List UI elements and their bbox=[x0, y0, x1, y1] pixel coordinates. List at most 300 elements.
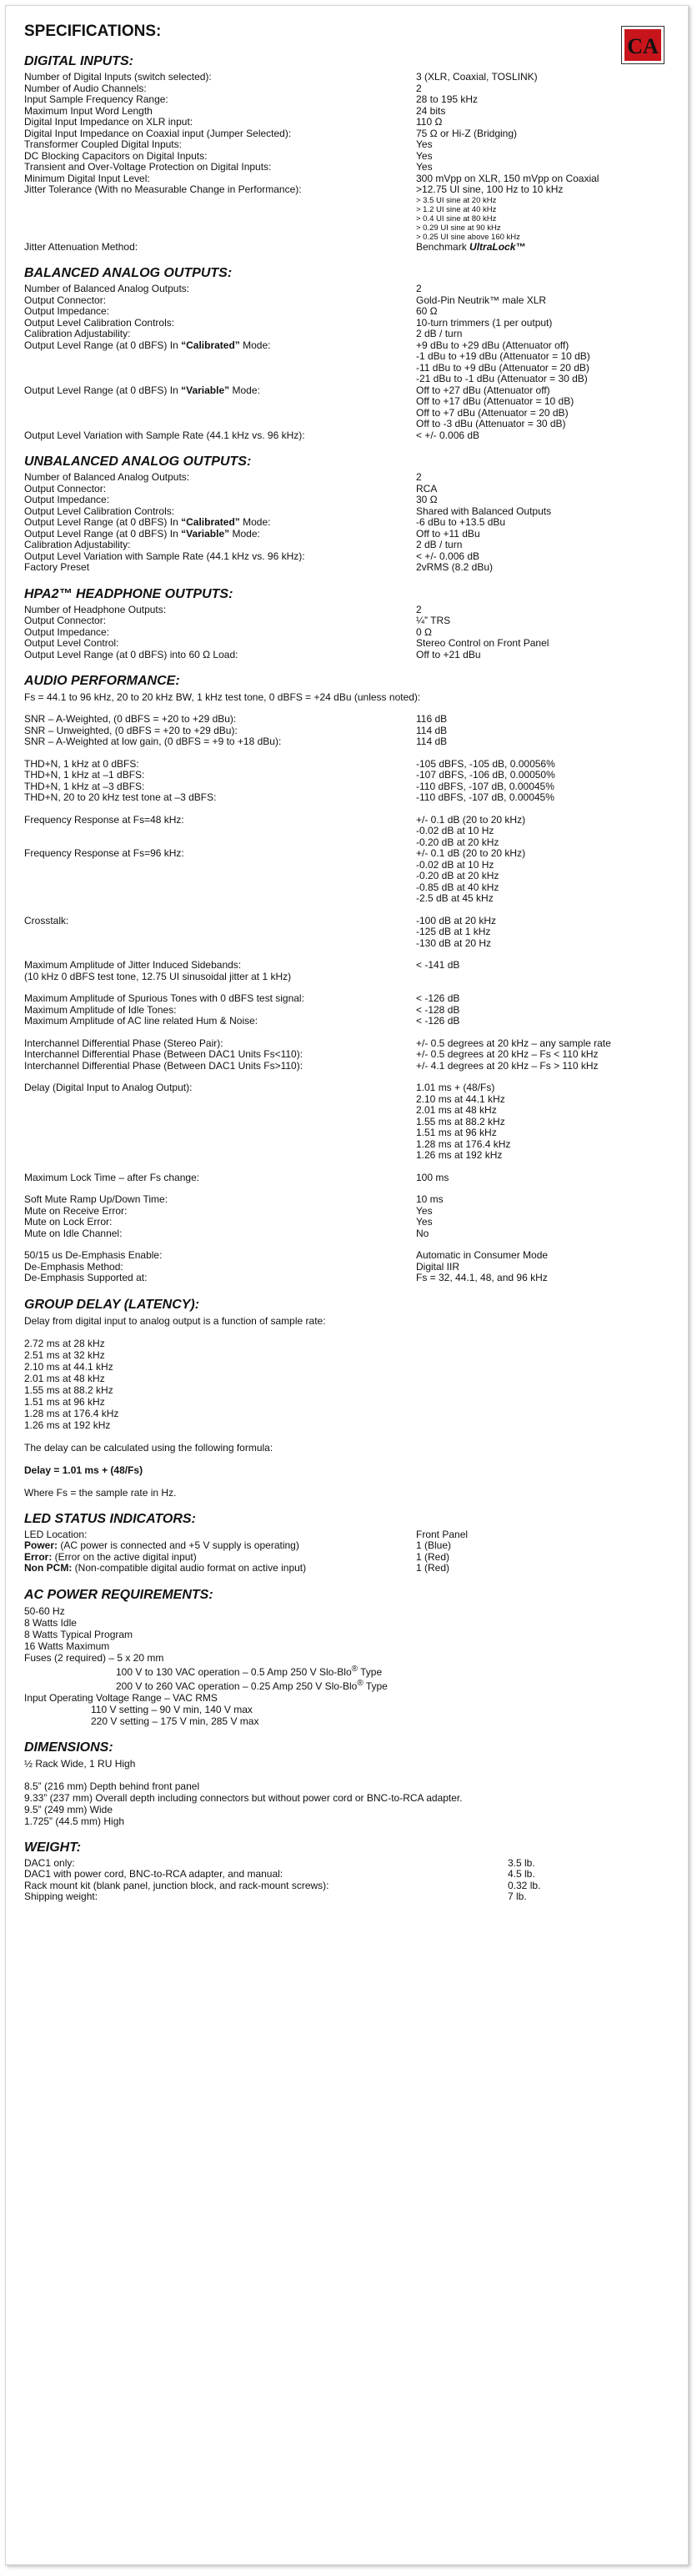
range-line: 220 V setting – 175 V min, 285 V max bbox=[91, 1715, 259, 1727]
spec-value: 10-turn trimmers (1 per output) bbox=[416, 316, 553, 329]
spec-value: < -128 dB bbox=[416, 1003, 460, 1016]
spec-value bbox=[416, 815, 669, 849]
value-line: -0.20 dB at 20 kHz bbox=[416, 836, 499, 848]
spec-value: RCA bbox=[416, 482, 438, 495]
spec-row bbox=[24, 1250, 669, 1262]
delay-formula: Delay = 1.01 ms + (48/Fs) bbox=[24, 1464, 143, 1476]
spec-row bbox=[24, 562, 669, 574]
digital-inputs-heading: DIGITAL INPUTS: bbox=[24, 54, 133, 68]
spec-value: < -126 dB bbox=[416, 1015, 460, 1027]
spec-value: 75 Ω or Hi-Z (Bridging) bbox=[416, 127, 518, 139]
spec-label: SNR – A-Weighted, (0 dBFS = +20 to +29 dBu): bbox=[24, 713, 237, 725]
led-desc: (Non-compatible digital audio format on active input) bbox=[72, 1562, 307, 1574]
spec-row bbox=[24, 781, 669, 793]
spec-row bbox=[24, 1194, 669, 1206]
spec-label: Output Level Calibration Controls: bbox=[24, 316, 175, 329]
spec-label: SNR – Unweighted, (0 dBFS = +20 to +29 dBu): bbox=[24, 724, 238, 736]
spec-value: >12.75 UI sine, 100 Hz to 10 kHz bbox=[416, 183, 564, 195]
spec-row bbox=[24, 1049, 669, 1061]
spec-value: 300 mVpp on XLR, 150 mVpp on Coaxial bbox=[416, 172, 599, 184]
dimension-lines bbox=[24, 1780, 669, 1827]
spec-value: 3 (XLR, Coaxial, TOSLINK) bbox=[416, 71, 538, 83]
spec-label: Mute on Receive Error: bbox=[24, 1204, 128, 1217]
spec-label: Output Level Variation with Sample Rate (44.1 kHz vs. 96 kHz): bbox=[24, 429, 305, 441]
spec-page bbox=[5, 5, 689, 2565]
group-delay-intro: Delay from digital input to analog output is a function of sample rate: bbox=[24, 1314, 326, 1327]
spec-label: Calibration Adjustability: bbox=[24, 328, 131, 339]
spec-value: Off to +21 dBu bbox=[416, 648, 481, 660]
spec-value: < +/- 0.006 dB bbox=[416, 429, 480, 441]
spec-label: De-Emphasis Method: bbox=[24, 1260, 123, 1273]
ac-line: Fuses (2 required) – 5 x 20 mm bbox=[24, 1651, 164, 1664]
group-delay-line: 1.51 ms at 96 kHz bbox=[24, 1395, 105, 1408]
spec-row bbox=[24, 306, 669, 318]
value-line: -0.85 dB at 40 kHz bbox=[416, 881, 499, 893]
value-line: -100 dB at 20 kHz bbox=[416, 914, 497, 926]
spec-row bbox=[24, 329, 669, 340]
spec-label: Output Impedance: bbox=[24, 305, 110, 317]
value-line: -0.20 dB at 20 kHz bbox=[416, 870, 499, 881]
group-delay-line: 1.28 ms at 176.4 kHz bbox=[24, 1407, 119, 1419]
led-value: 1 (Red) bbox=[416, 1562, 450, 1574]
spec-row bbox=[24, 128, 669, 140]
spec-value: Front Panel bbox=[416, 1528, 469, 1540]
value-line: -0.02 dB at 10 Hz bbox=[416, 858, 494, 871]
spec-label: Transformer Coupled Digital Inputs: bbox=[24, 138, 182, 150]
spec-value bbox=[416, 916, 669, 950]
led-rows bbox=[24, 1540, 669, 1574]
spec-value: Yes bbox=[416, 138, 433, 150]
spec-label: Digital Input Impedance on Coaxial input (Jumper Selected): bbox=[24, 127, 292, 139]
range-line: 110 V setting – 90 V min, 140 V max bbox=[91, 1703, 253, 1715]
spec-row bbox=[24, 1273, 669, 1284]
spec-value: 2 dB / turn bbox=[416, 328, 463, 339]
spec-label: LED Location: bbox=[24, 1528, 88, 1540]
spec-value: No bbox=[416, 1227, 429, 1239]
spec-value: -105 dBFS, -105 dB, 0.00056% bbox=[416, 757, 555, 770]
spec-value: 2 bbox=[416, 82, 422, 94]
spec-row bbox=[24, 495, 669, 506]
spec-row bbox=[24, 1869, 669, 1881]
value-line: +/- 0.1 dB (20 to 20 kHz) bbox=[416, 813, 526, 826]
spec-row bbox=[24, 792, 669, 804]
spec-label: Output Level Range (at 0 dBFS) In “Variable” Mode: bbox=[24, 527, 260, 540]
spec-label: Output Connector: bbox=[24, 294, 107, 306]
spec-label: Output Level Control: bbox=[24, 637, 119, 649]
value-line: Off to +27 dBu (Attenuator off) bbox=[416, 384, 550, 396]
value-line: -21 dBu to -1 dBu (Attenuator = 30 dB) bbox=[416, 373, 588, 384]
spec-label: Output Connector: bbox=[24, 615, 107, 626]
spec-value: +/- 4.1 degrees at 20 kHz – Fs > 110 kHz bbox=[416, 1059, 599, 1072]
spec-label: Number of Balanced Analog Outputs: bbox=[24, 471, 190, 483]
digital-inputs-rows bbox=[24, 72, 669, 196]
spec-row bbox=[24, 1881, 669, 1892]
spec-label: DC Blocking Capacitors on Digital Inputs: bbox=[24, 149, 208, 162]
spec-label: Number of Balanced Analog Outputs: bbox=[24, 283, 190, 294]
spec-label: Output Impedance: bbox=[24, 625, 110, 638]
spec-row bbox=[24, 1529, 669, 1541]
weight-heading: WEIGHT: bbox=[24, 1840, 82, 1855]
led-indicators-heading: LED STATUS INDICATORS: bbox=[24, 1511, 196, 1526]
spec-label: THD+N, 20 to 20 kHz test tone at –3 dBFS: bbox=[24, 791, 217, 803]
value-line: Off to +7 dBu (Attenuator = 20 dB) bbox=[416, 406, 569, 419]
fuse-lines bbox=[24, 1664, 669, 1692]
spec-value: 2 bbox=[416, 283, 422, 294]
spurious-rows bbox=[24, 993, 669, 1027]
spec-row bbox=[24, 472, 669, 484]
spec-label: De-Emphasis Supported at: bbox=[24, 1272, 148, 1283]
spec-label: Output Connector: bbox=[24, 482, 107, 495]
led-label bbox=[24, 1540, 416, 1552]
spec-row bbox=[24, 615, 669, 627]
deemphasis-rows bbox=[24, 1250, 669, 1284]
group-delay-values bbox=[24, 1338, 669, 1431]
spec-value: Automatic in Consumer Mode bbox=[416, 1249, 549, 1261]
spec-row bbox=[24, 385, 669, 430]
spec-label: Number of Digital Inputs (switch selected): bbox=[24, 71, 212, 83]
spec-row bbox=[24, 714, 669, 726]
led-value: 1 (Blue) bbox=[416, 1539, 452, 1551]
value-line: -0.02 dB at 10 Hz bbox=[416, 825, 494, 836]
led-row bbox=[24, 1563, 669, 1574]
spec-label: Crosstalk: bbox=[24, 914, 69, 926]
spec-row bbox=[24, 540, 669, 551]
spec-row bbox=[24, 506, 669, 518]
spec-value: -110 dBFS, -107 dB, 0.00045% bbox=[416, 780, 554, 792]
unbalanced-outputs-rows bbox=[24, 472, 669, 517]
spec-label: Output Level Range (at 0 dBFS) In “Calibrated” Mode: bbox=[24, 516, 271, 528]
spec-value: Yes bbox=[416, 149, 433, 162]
led-desc: (Error on the active digital input) bbox=[52, 1550, 197, 1563]
spec-value: Benchmark UltraLock™ bbox=[416, 240, 526, 253]
led-label bbox=[24, 1552, 416, 1564]
spec-label: Frequency Response at Fs=48 kHz: bbox=[24, 813, 184, 826]
spec-row bbox=[24, 1217, 669, 1228]
spec-value: 2 bbox=[416, 603, 422, 615]
spec-row bbox=[24, 242, 669, 254]
thd-rows bbox=[24, 759, 669, 804]
spec-row bbox=[24, 726, 669, 737]
spec-value: 4.5 lb. bbox=[508, 1868, 535, 1880]
spec-value: 60 Ω bbox=[416, 305, 438, 317]
ac-power-heading: AC POWER REQUIREMENTS: bbox=[24, 1587, 213, 1602]
led-term: Non PCM: bbox=[24, 1562, 73, 1574]
spec-label: Input Sample Frequency Range: bbox=[24, 93, 168, 105]
spec-row bbox=[24, 430, 669, 442]
spec-row bbox=[24, 1016, 669, 1027]
spec-row bbox=[24, 139, 669, 151]
value-line: -11 dBu to +9 dBu (Attenuator = 20 dB) bbox=[416, 361, 589, 374]
value-line: +9 dBu to +29 dBu (Attenuator off) bbox=[416, 339, 569, 351]
spec-value: 2 dB / turn bbox=[416, 539, 463, 550]
spec-label: Output Level Range (at 0 dBFS) In “Calibrated” Mode: bbox=[24, 339, 271, 351]
spec-value: 10 ms bbox=[416, 1193, 444, 1205]
spec-label: Output Level Calibration Controls: bbox=[24, 505, 175, 517]
spec-row bbox=[24, 295, 669, 307]
led-term: Power: bbox=[24, 1539, 58, 1551]
jitter-detail-line: > 0.29 UI sine at 90 kHz bbox=[416, 223, 501, 233]
value-line: -1 dBu to +19 dBu (Attenuator = 10 dB) bbox=[416, 350, 590, 362]
spec-value: 28 to 195 kHz bbox=[416, 93, 479, 105]
spec-value: Stereo Control on Front Panel bbox=[416, 637, 549, 649]
spec-row bbox=[24, 151, 669, 163]
unbalanced-outputs-rows-2 bbox=[24, 540, 669, 574]
spec-value: Off to +11 dBu bbox=[416, 527, 480, 540]
spec-label: Number of Headphone Outputs: bbox=[24, 603, 167, 615]
spec-label: Maximum Amplitude of Jitter Induced Sidebands: (10 kHz 0 dBFS test tone, 12.75 UI sinusoidal jitter at 1 kHz) bbox=[24, 959, 292, 982]
spec-row bbox=[24, 551, 669, 563]
spec-row bbox=[24, 1228, 669, 1240]
jitter-tolerance-details bbox=[416, 196, 669, 242]
spec-value: Yes bbox=[416, 1204, 433, 1217]
spec-row bbox=[24, 605, 669, 616]
page-title: SPECIFICATIONS: bbox=[24, 23, 162, 40]
spec-row bbox=[24, 770, 669, 781]
spec-value: Yes bbox=[416, 161, 433, 173]
spec-row bbox=[24, 1061, 669, 1072]
dimension-line: 1.725” (44.5 mm) High bbox=[24, 1815, 125, 1827]
value-line: 2.10 ms at 44.1 kHz bbox=[416, 1092, 505, 1105]
balanced-outputs-heading: BALANCED ANALOG OUTPUTS: bbox=[24, 266, 233, 280]
spec-label: Interchannel Differential Phase (Between DAC1 Units Fs<110): bbox=[24, 1048, 303, 1060]
formula-intro: The delay can be calculated using the following formula: bbox=[24, 1441, 273, 1454]
value-line: -130 dB at 20 Hz bbox=[416, 936, 492, 949]
spec-row bbox=[24, 1082, 669, 1162]
jitter-detail-line: > 0.25 UI sine above 160 kHz bbox=[416, 232, 520, 242]
led-row bbox=[24, 1540, 669, 1552]
spec-value: 114 dB bbox=[416, 724, 448, 736]
spec-label: SNR – A-Weighted at low gain, (0 dBFS = +9 to +18 dBu): bbox=[24, 736, 282, 747]
voltage-range-label: Input Operating Voltage Range – VAC RMS bbox=[24, 1691, 218, 1704]
group-delay-line: 1.55 ms at 88.2 kHz bbox=[24, 1383, 113, 1396]
spec-label: Interchannel Differential Phase (Between DAC1 Units Fs>110): bbox=[24, 1059, 303, 1072]
spec-row bbox=[24, 993, 669, 1005]
spec-row bbox=[24, 1262, 669, 1273]
rack-size: ½ Rack Wide, 1 RU High bbox=[24, 1757, 136, 1770]
spec-label: DAC1 only: bbox=[24, 1856, 75, 1869]
value-line: 2.01 ms at 48 kHz bbox=[416, 1104, 497, 1116]
spec-label: Maximum Amplitude of Spurious Tones with 0 dBFS test signal: bbox=[24, 992, 304, 1004]
spec-value bbox=[416, 1082, 669, 1162]
spec-label: Mute on Lock Error: bbox=[24, 1216, 113, 1228]
audio-performance-heading: AUDIO PERFORMANCE: bbox=[24, 674, 180, 688]
spec-value: 0.32 lb. bbox=[508, 1879, 541, 1891]
spec-value: 2vRMS (8.2 dBu) bbox=[416, 561, 494, 573]
spec-row bbox=[24, 759, 669, 771]
spec-row bbox=[24, 650, 669, 661]
value-line: Off to +17 dBu (Attenuator = 10 dB) bbox=[416, 395, 574, 407]
spec-value: Yes bbox=[416, 1216, 433, 1228]
spec-row bbox=[24, 1206, 669, 1218]
spec-label: Rack mount kit (blank panel, junction block, and rack-mount screws): bbox=[24, 1879, 329, 1891]
spec-row bbox=[24, 318, 669, 329]
voltage-range-lines bbox=[24, 1704, 669, 1727]
headphone-outputs-heading: HPA2™ HEADPHONE OUTPUTS: bbox=[24, 586, 233, 601]
spec-label: Output Level Variation with Sample Rate (44.1 kHz vs. 96 kHz): bbox=[24, 550, 305, 562]
spec-value: Digital IIR bbox=[416, 1260, 460, 1273]
spec-row bbox=[24, 848, 669, 905]
spec-row bbox=[24, 1173, 669, 1184]
spec-value: < -126 dB bbox=[416, 992, 460, 1004]
led-desc: (AC power is connected and +5 V supply is operating) bbox=[58, 1539, 299, 1551]
spec-value: 100 ms bbox=[416, 1171, 449, 1183]
group-delay-heading: GROUP DELAY (LATENCY): bbox=[24, 1297, 200, 1312]
spec-label: Interchannel Differential Phase (Stereo Pair): bbox=[24, 1037, 223, 1049]
spec-label: Minimum Digital Input Level: bbox=[24, 172, 150, 184]
spec-label: 50/15 us De-Emphasis Enable: bbox=[24, 1249, 163, 1261]
spec-label: Transient and Over-Voltage Protection on Digital Inputs: bbox=[24, 161, 272, 173]
fuse-line: 100 V to 130 VAC operation – 0.5 Amp 250 V Slo-Blo® Type bbox=[116, 1664, 383, 1678]
spec-row bbox=[24, 184, 669, 196]
ac-line: 50-60 Hz bbox=[24, 1604, 65, 1617]
group-delay-line: 2.51 ms at 32 kHz bbox=[24, 1348, 105, 1361]
spec-row bbox=[24, 916, 669, 950]
spec-value: 30 Ω bbox=[416, 494, 438, 505]
jitter-detail-line: > 1.2 UI sine at 40 kHz bbox=[416, 204, 497, 214]
spec-row bbox=[24, 638, 669, 650]
spec-value: ¼” TRS bbox=[416, 615, 451, 626]
svg-text:CA: CA bbox=[627, 34, 659, 58]
spec-row bbox=[24, 162, 669, 173]
mute-rows bbox=[24, 1194, 669, 1239]
ac-power-lines bbox=[24, 1605, 669, 1664]
spec-label: Digital Input Impedance on XLR input: bbox=[24, 116, 193, 128]
spec-row bbox=[24, 94, 669, 106]
spec-label: Maximum Amplitude of Idle Tones: bbox=[24, 1003, 177, 1016]
fuse-line: 200 V to 260 VAC operation – 0.25 Amp 250 V Slo-Blo® Type bbox=[116, 1678, 388, 1692]
led-value: 1 (Red) bbox=[416, 1550, 450, 1563]
spec-row bbox=[24, 106, 669, 118]
spec-value bbox=[416, 340, 669, 385]
spec-row bbox=[24, 1891, 669, 1903]
spec-row bbox=[24, 83, 669, 95]
snr-rows bbox=[24, 714, 669, 748]
ac-line: 8 Watts Typical Program bbox=[24, 1628, 133, 1640]
unbalanced-outputs-heading: UNBALANCED ANALOG OUTPUTS: bbox=[24, 454, 252, 469]
spec-value bbox=[416, 385, 669, 430]
jitter-detail-line: > 3.5 UI sine at 20 kHz bbox=[416, 195, 497, 205]
spec-row bbox=[24, 960, 669, 982]
spec-row bbox=[24, 117, 669, 128]
led-row bbox=[24, 1552, 669, 1564]
spec-row bbox=[24, 284, 669, 295]
spec-value: 114 dB bbox=[416, 736, 448, 747]
spec-label: Mute on Idle Channel: bbox=[24, 1227, 123, 1239]
spec-value: Gold-Pin Neutrik™ male XLR bbox=[416, 294, 547, 306]
spec-label: Output Impedance: bbox=[24, 494, 110, 505]
spec-row bbox=[24, 517, 669, 529]
spec-label: Soft Mute Ramp Up/Down Time: bbox=[24, 1193, 168, 1205]
group-delay-line: 1.26 ms at 192 kHz bbox=[24, 1419, 111, 1431]
ac-line: 8 Watts Idle bbox=[24, 1616, 77, 1629]
spec-row bbox=[24, 196, 669, 242]
value-line: +/- 0.1 dB (20 to 20 kHz) bbox=[416, 847, 526, 859]
group-delay-line: 2.72 ms at 28 kHz bbox=[24, 1337, 105, 1349]
spec-value: -6 dBu to +13.5 dBu bbox=[416, 516, 506, 528]
spec-label: Maximum Lock Time – after Fs change: bbox=[24, 1171, 200, 1183]
spec-row bbox=[24, 529, 669, 540]
led-term: Error: bbox=[24, 1550, 53, 1563]
value-line: 1.01 ms + (48/Fs) bbox=[416, 1082, 495, 1093]
spec-row bbox=[24, 736, 669, 748]
spec-row bbox=[24, 72, 669, 83]
spec-value: 7 lb. bbox=[508, 1891, 527, 1902]
spec-label: Jitter Tolerance (With no Measurable Change in Performance): bbox=[24, 183, 302, 195]
spec-label: THD+N, 1 kHz at –1 dBFS: bbox=[24, 769, 145, 781]
group-delay-line: 2.10 ms at 44.1 kHz bbox=[24, 1360, 113, 1373]
spec-value: < +/- 0.006 dB bbox=[416, 550, 480, 562]
spec-label: Calibration Adjustability: bbox=[24, 539, 131, 550]
spec-row bbox=[24, 340, 669, 385]
value-line: 1.55 ms at 88.2 kHz bbox=[416, 1115, 505, 1127]
balanced-outputs-rows bbox=[24, 284, 669, 340]
spec-value: 116 dB bbox=[416, 713, 448, 725]
spec-label: Factory Preset bbox=[24, 561, 90, 573]
spec-label: DAC1 with power cord, BNC-to-RCA adapter, and manual: bbox=[24, 1868, 283, 1880]
spec-value: -110 dBFS, -107 dB, 0.00045% bbox=[416, 791, 554, 803]
phase-rows bbox=[24, 1038, 669, 1072]
spec-label: Delay (Digital Input to Analog Output): bbox=[24, 1082, 193, 1093]
spec-label: Output Level Range (at 0 dBFS) In “Variable” Mode: bbox=[24, 384, 260, 396]
spec-value: Fs = 32, 44.1, 48, and 96 kHz bbox=[416, 1272, 548, 1283]
led-label bbox=[24, 1563, 416, 1574]
group-delay-line: 2.01 ms at 48 kHz bbox=[24, 1372, 105, 1384]
spec-label: Maximum Input Word Length bbox=[24, 104, 153, 117]
spec-row bbox=[24, 627, 669, 639]
spec-value: 3.5 lb. bbox=[508, 1856, 535, 1869]
spec-row bbox=[24, 173, 669, 185]
value-line: -2.5 dB at 45 kHz bbox=[416, 892, 494, 904]
value-line: -125 dB at 1 kHz bbox=[416, 926, 491, 937]
ac-line: 16 Watts Maximum bbox=[24, 1640, 110, 1652]
spec-row bbox=[24, 1858, 669, 1870]
jitter-detail-line: > 0.4 UI sine at 80 kHz bbox=[416, 213, 497, 223]
audio-performance-intro: Fs = 44.1 to 96 kHz, 20 to 20 kHz BW, 1 kHz test tone, 0 dBFS = +24 dBu (unless noted): bbox=[24, 691, 421, 703]
spec-label: Frequency Response at Fs=96 kHz: bbox=[24, 847, 184, 859]
spec-label: THD+N, 1 kHz at –3 dBFS: bbox=[24, 780, 145, 792]
spec-label: Output Level Range (at 0 dBFS) into 60 Ω Load: bbox=[24, 648, 238, 660]
headphone-outputs-rows bbox=[24, 605, 669, 661]
ca-logo bbox=[621, 26, 664, 64]
dimension-line: 9.5” (249 mm) Wide bbox=[24, 1803, 113, 1815]
spec-row bbox=[24, 1005, 669, 1017]
dimensions-heading: DIMENSIONS: bbox=[24, 1740, 113, 1755]
spec-label: THD+N, 1 kHz at 0 dBFS: bbox=[24, 757, 139, 770]
spec-row bbox=[24, 484, 669, 495]
spec-row bbox=[24, 815, 669, 849]
spec-value: 2 bbox=[416, 471, 422, 483]
ultralock-brand: UltraLock™ bbox=[469, 240, 526, 253]
weight-rows bbox=[24, 1858, 669, 1903]
formula-where: Where Fs = the sample rate in Hz. bbox=[24, 1486, 177, 1499]
spec-value: -107 dBFS, -106 dB, 0.00050% bbox=[416, 769, 555, 781]
spec-row bbox=[24, 1038, 669, 1050]
dimension-line: 8.5” (216 mm) Depth behind front panel bbox=[24, 1780, 200, 1792]
spec-value: < -141 dB bbox=[416, 959, 460, 971]
value-line: Off to -3 dBu (Attenuator = 30 dB) bbox=[416, 418, 566, 429]
spec-value: +/- 0.5 degrees at 20 kHz – any sample rate bbox=[416, 1037, 611, 1049]
value-line: 1.26 ms at 192 kHz bbox=[416, 1149, 503, 1161]
spec-label: Number of Audio Channels: bbox=[24, 82, 147, 94]
dimension-line: 9.33” (237 mm) Overall depth including connectors but without power cord or BNC-to-RCA adapter. bbox=[24, 1791, 463, 1804]
spec-label: Jitter Attenuation Method: bbox=[24, 240, 138, 253]
spec-value bbox=[416, 848, 669, 905]
spec-value: 24 bits bbox=[416, 104, 446, 117]
value-line: 1.51 ms at 96 kHz bbox=[416, 1127, 497, 1138]
spec-value: +/- 0.5 degrees at 20 kHz – Fs < 110 kHz bbox=[416, 1048, 599, 1060]
spec-label: Maximum Amplitude of AC line related Hum & Noise: bbox=[24, 1015, 258, 1027]
spec-label: Shipping weight: bbox=[24, 1891, 98, 1902]
